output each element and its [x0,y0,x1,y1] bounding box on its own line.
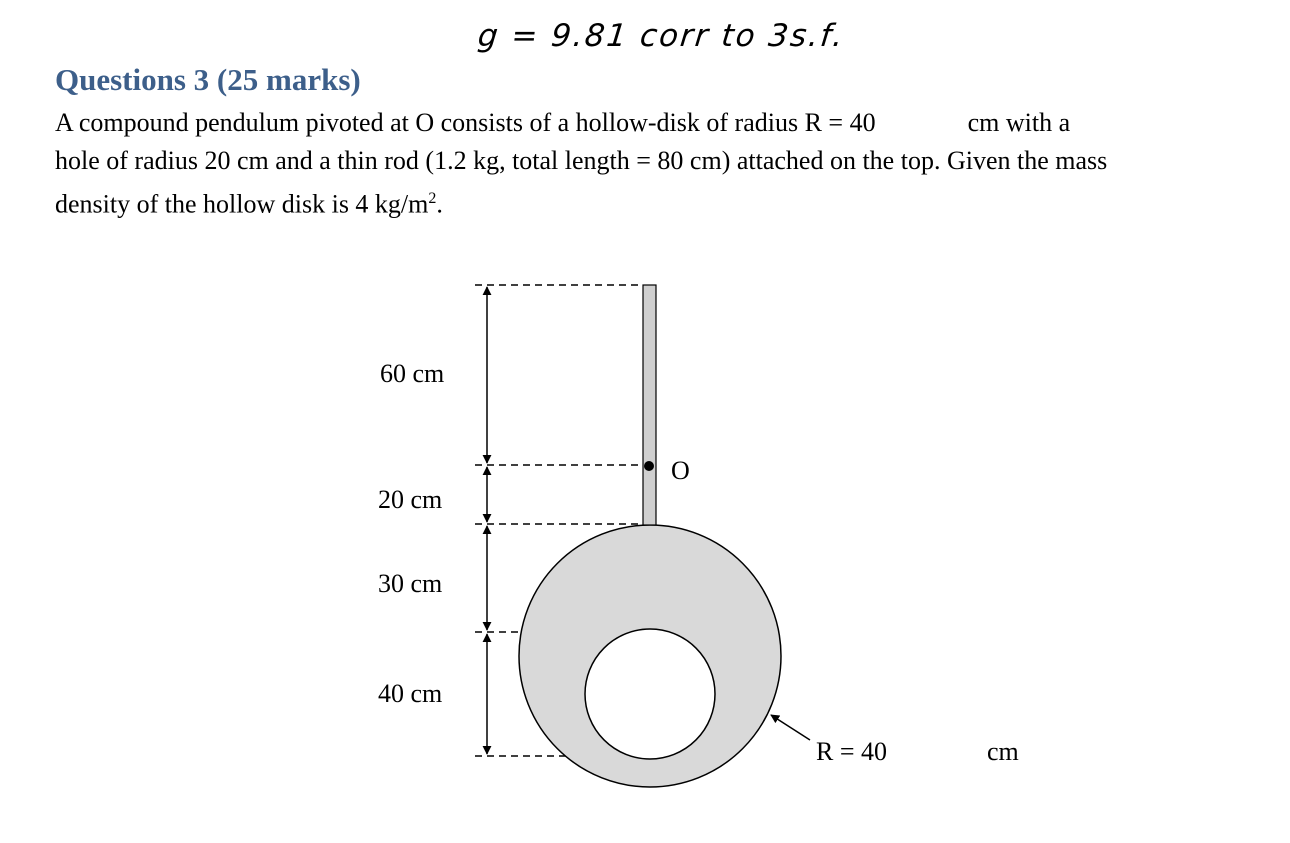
question-line3-start: density of the hollow disk is 4 kg/m [55,189,429,219]
radius-label: R = 40 [816,737,888,766]
question-line3-end: . [436,189,443,219]
question-title: Questions 3 (25 marks) [55,62,361,97]
pivot-label: O [671,456,690,485]
dim-label-30: 30 cm [378,569,443,598]
question-line2: hole of radius 20 cm and a thin rod (1.2 kg, total length = 80 cm) attached on the top. Given the mass [55,146,1108,175]
disk-hole [585,629,715,759]
radius-unit: cm [987,737,1019,766]
question-line3-superscript: 2 [428,190,437,207]
radius-pointer-arrow [771,715,810,740]
dim-label-20: 20 cm [378,485,443,514]
pivot-point [644,461,654,471]
dim-label-40: 40 cm [378,679,443,708]
thin-rod [643,285,656,525]
question-line1-start: A compound pendulum pivoted at O consists of a hollow-disk of radius R = 40 [55,108,876,137]
dim-label-60: 60 cm [380,359,445,388]
handwritten-note: g = 9.81 corr to 3s.f. [476,18,847,54]
question-line1-end: cm with a [967,108,1071,137]
